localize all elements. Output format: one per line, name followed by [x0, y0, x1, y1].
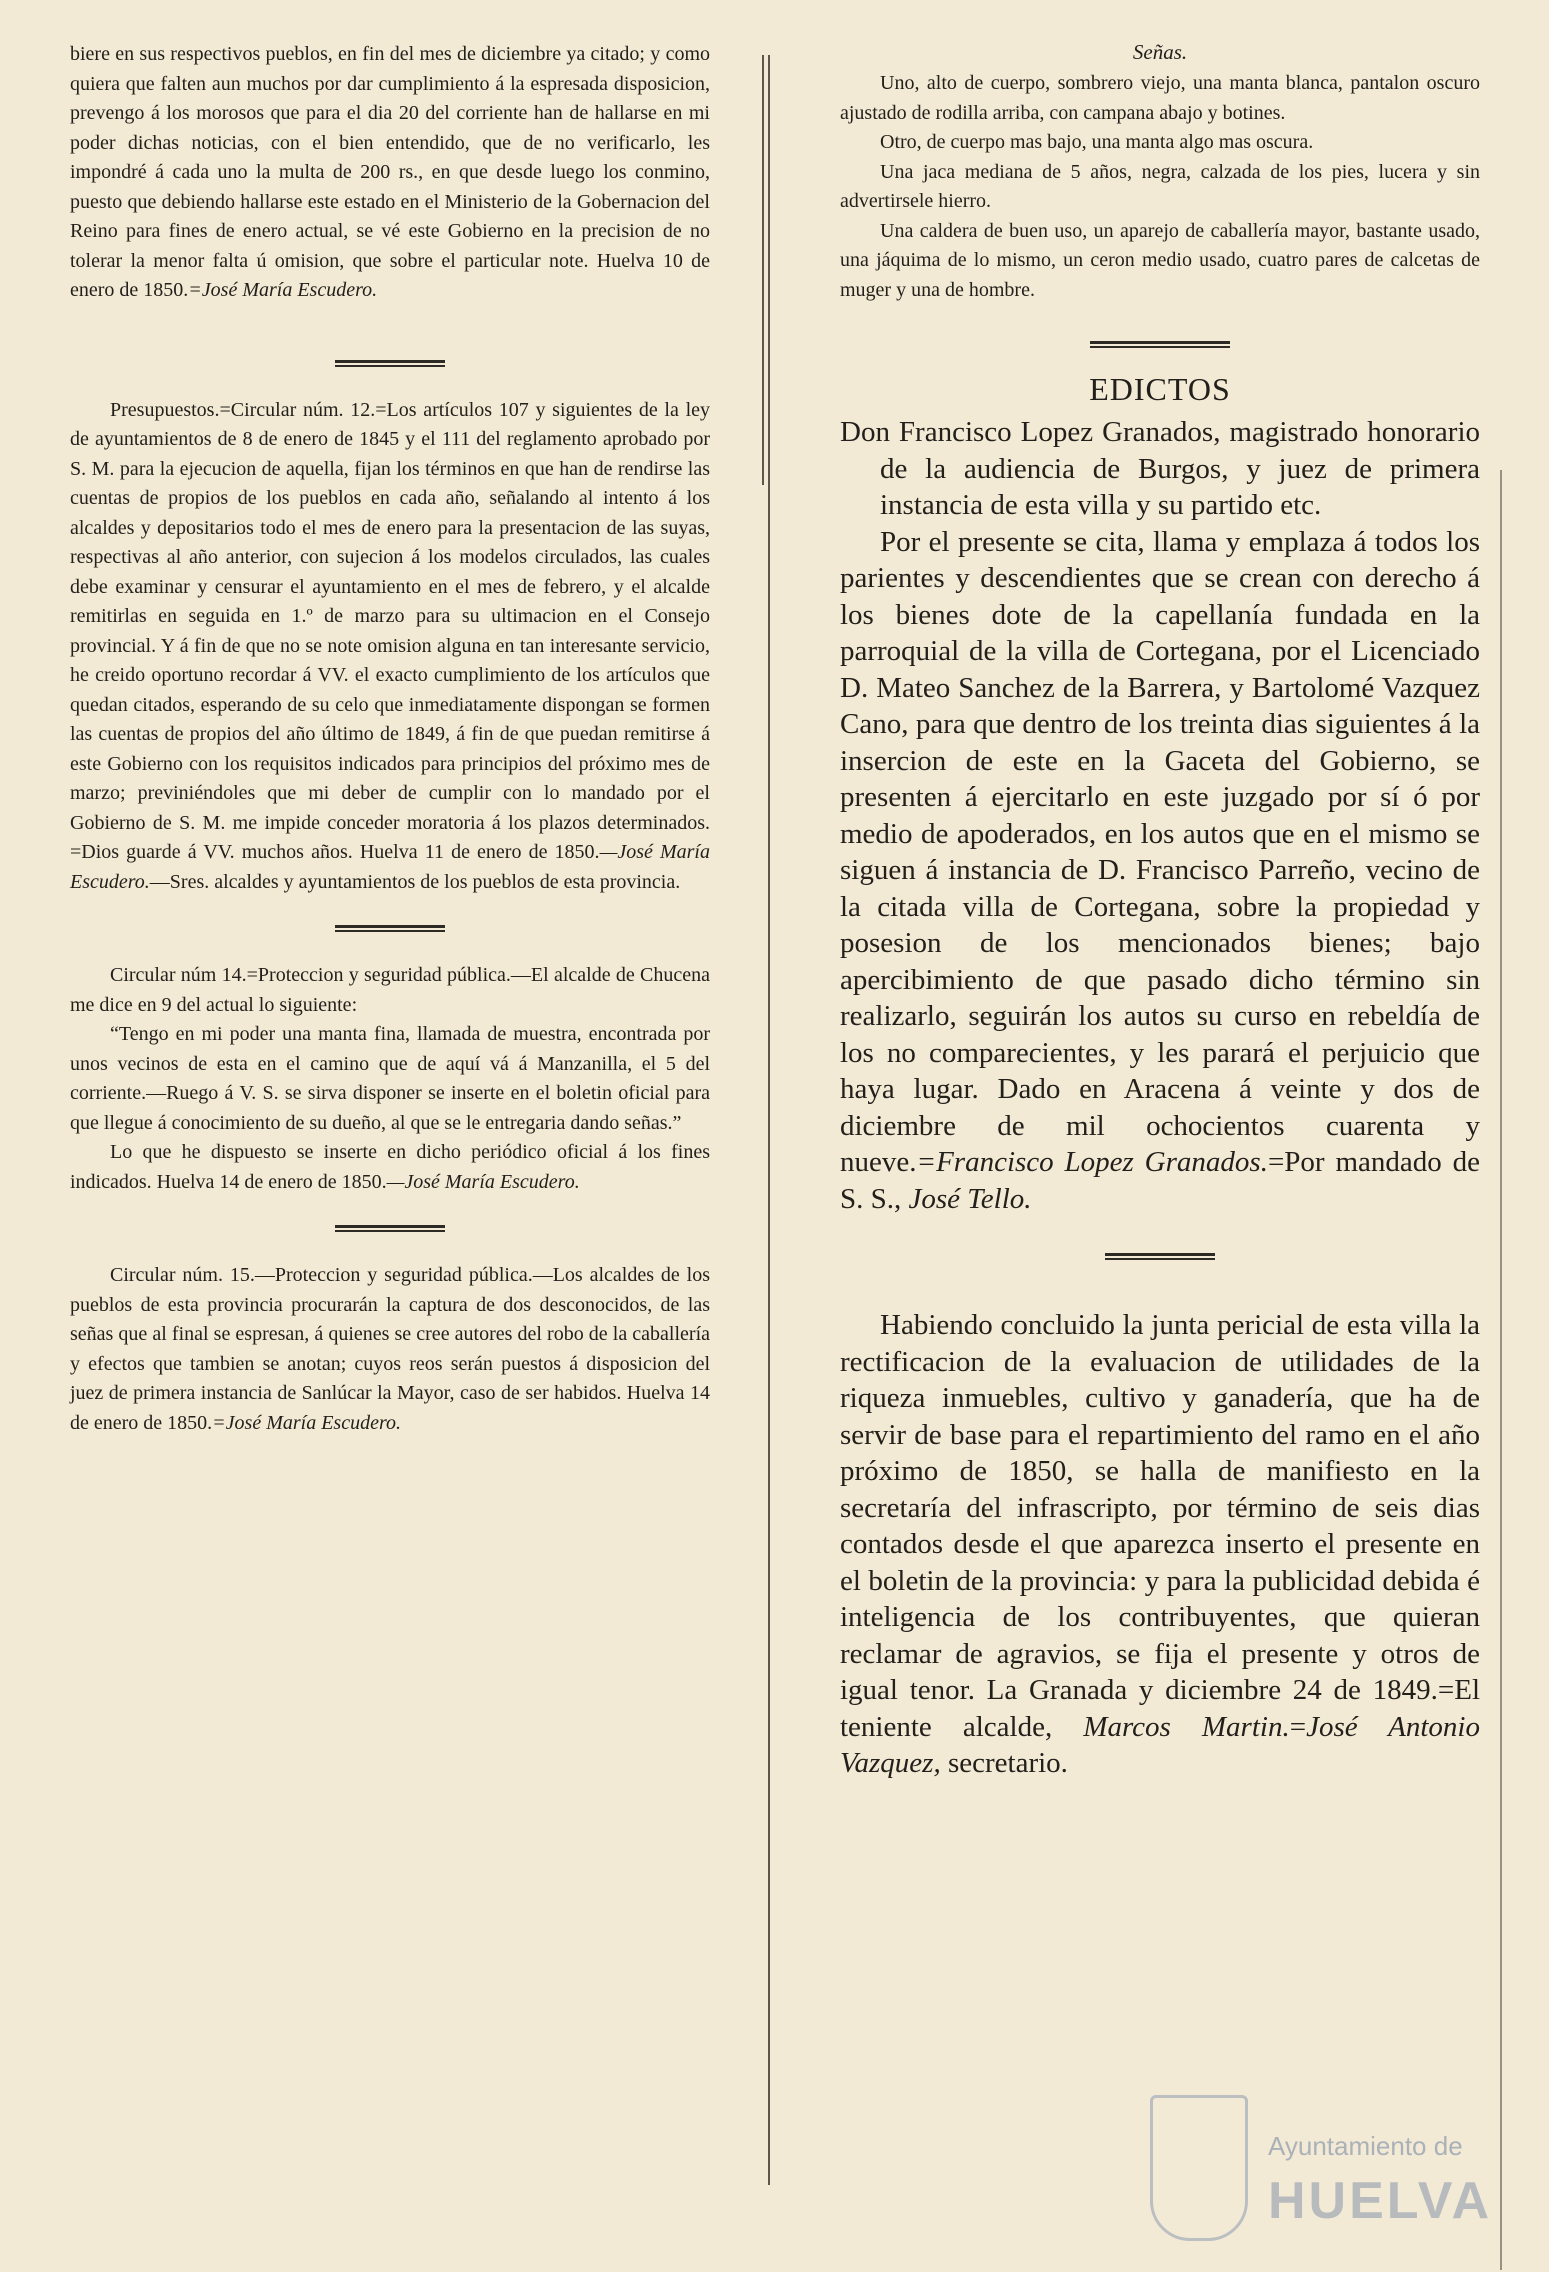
right-column — [840, 40, 1480, 1782]
separator — [335, 358, 445, 370]
senas-heading: Señas. — [1132, 40, 1188, 64]
edict-tail: secretario. — [940, 1747, 1068, 1779]
edict-text: Habiendo concluido la junta pericial de esta villa la rectificacion de la evaluacion de utilidades de la riqueza inmuebles, cultivo y ganadería, que ha de servir de base para el repartimiento del ramo en el año próximo de 1850, se halla de manifiesto en la secretaría del infrascripto, por término de seis dias contados desde el que aparezca inserto el presente en el boletin de la provincia: y para la publicidad debida é inteligencia de los contribuyentes, que quieran reclamar de agravios, se fija el presente y otros de igual tenor. La Granada y diciembre 24 de 1849.=El teniente alcalde, — [840, 1309, 1480, 1743]
article-text: Circular núm. 15.—Proteccion y seguridad pública.—Los alcaldes de los pueblos de esta provincia procurarán la captura de dos desconocidos, de las señas que al final se espresan, á quienes se cree autores del robo de la caballería y efectos que tambien se anotan; cuyos reos serán puestos á disposicion del juez de primera instancia de Sanlúcar la Mayor, caso de ser habidos. Huelva 14 de enero de 1850. — [70, 1264, 710, 1434]
senas-item: Una caldera de buen uso, un aparejo de caballería mayor, bastante usado, una jáquima de lo mismo, un ceron medio usado, cuatro pares de calcetas de muger y una de hombre. — [840, 219, 1480, 301]
article-census-continuation — [70, 40, 710, 306]
signature: Marcos Martin. — [1083, 1710, 1290, 1743]
signature: —José María Escudero. — [70, 841, 710, 893]
signature: José Tello. — [908, 1182, 1032, 1215]
separator — [1090, 339, 1230, 351]
edict-lopez-granados — [840, 414, 1480, 1217]
separator — [335, 1223, 445, 1235]
article-tail: —Sres. alcaldes y ayuntamientos de los pueblos de esta provincia. — [149, 870, 681, 893]
edict-header: Don Francisco Lopez Granados, magistrado honorario de la audiencia de Burgos, y juez de primera instancia de esta villa y su partido etc. — [840, 416, 1480, 521]
edict-junta-pericial — [840, 1307, 1480, 1782]
senas-item: Otro, de cuerpo mas bajo, una manta algo mas oscura. — [880, 131, 1314, 153]
archive-watermark — [1150, 2095, 1530, 2255]
coat-of-arms-icon — [1150, 2095, 1248, 2241]
signature: =José María Escudero. — [212, 1411, 401, 1434]
signature: —José María Escudero. — [386, 1170, 580, 1193]
column-rule — [768, 55, 770, 2185]
signature: =Francisco Lopez Granados. — [916, 1146, 1268, 1178]
separator — [1105, 1251, 1215, 1263]
edict-text: Por el presente se cita, llama y emplaza á todos los parientes y descendientes que se crean con derecho á los bienes dote de la capellanía fundada en la parroquial de la villa de Cortegana, por el Licenciado D. Mateo Sanchez de la Barrera, y Bartolomé Vazquez Cano, para que dentro de los treinta dias siguientes á la insercion de este en la Gaceta del Gobierno, se presenten á ejercitarlo en este juzgado por sí ó por medio de apoderados, en los autos que en el mismo se siguen á instancia de D. Francisco Parreño, vecino de la citada villa de Cortegana, sobre la propiedad y posesion de los mencionados bienes; bajo apercibimiento de que pasado dicho término sin realizarlo, seguirán los autos su curso en rebeldía de los no comparecientes, y les parará el perjuicio que haya lugar. Dado en Aracena á veinte y dos de diciembre de mil ochocientos cuarenta y nueve. — [840, 525, 1480, 1178]
article-presupuestos — [70, 396, 710, 898]
article-quote: “Tengo en mi poder una manta fina, llamada de muestra, encontrada por unos vecinos de esta en el camino que de aquí vá á Manzanilla, el 5 del corriente.—Ruego á V. S. se sirva disponer se inserte en el boletin oficial para que llegue á conocimiento de su dueño, al que se le entregaria dando señas.” — [70, 1023, 710, 1134]
article-text: biere en sus respectivos pueblos, en fin del mes de diciembre ya citado; y como quiera que falten aun muchos por dar cumplimiento á la espresada disposicion, prevengo á los morosos que para el dia 20 del corriente han de hallarse en mi poder dichas noticias, con el bien entendido, que de no verificarlo, les impondré á cada uno la multa de 200 rs., en que desde luego los conmino, puesto que debiendo hallarse este estado en el Ministerio de la Gobernacion del Reino para fines de enero actual, se vé este Gobierno en la precision de no tolerar la menor falta ú omision, que sobre el particular note. Huelva 10 de enero de 1850. — [70, 43, 710, 301]
left-column — [70, 40, 710, 1438]
article-text: Lo que he dispuesto se inserte en dicho periódico oficial á los fines indicados. Huelva 14 de enero de 1850. — [70, 1141, 710, 1193]
edict-text: = — [1289, 1710, 1307, 1743]
right-margin-rule — [1500, 470, 1502, 2270]
article-text: Presupuestos.=Circular núm. 12.=Los artículos 107 y siguientes de la ley de ayuntamientos de 8 de enero de 1845 y el 111 del reglamento aprobado por S. M. para la ejecucion de aquella, fijan los términos en que han de rendirse las cuentas de propios de los pueblos en cada año, señalando al intento á los alcaldes y depositarios todo el mes de enero para la presentacion de las suyas, respectivas al año anterior, con sujecion á los modelos circulados, las cuales debe examinar y censurar el ayuntamiento en el mes de febrero, y el alcalde remitirlas en seguida en 1.º de marzo para su ultimacion en el Consejo provincial. Y á fin de que no se note omision alguna en tan interesante servicio, he creido oportuno recordar á VV. el exacto cumplimiento de los artículos que quedan citados, esperando de su celo que inmediatamente dispongan se formen las cuentas de propios del año último de 1849, á fin de que puedan remitirse á este Gobierno con los requisitos indicados para principios del próximo mes de marzo; previniéndoles que mi deber de cumplir con lo mandado por el Gobierno de S. M. me impide conceder moratoria á los plazos determinados. =Dios guarde á VV. muchos años. Huelva 11 de enero de 1850. — [70, 398, 710, 863]
watermark-line2: HUELVA — [1268, 2172, 1493, 2230]
edict-tail: =Por mandado de S. S., — [840, 1146, 1480, 1215]
article-circular-14 — [70, 961, 710, 1197]
article-text: Circular núm 14.=Proteccion y seguridad pública.—El alcalde de Chucena me dice en 9 del actual lo siguiente: — [70, 964, 710, 1016]
article-circular-15 — [70, 1261, 710, 1438]
edictos-heading: EDICTOS — [1089, 371, 1231, 407]
senas-item: Uno, alto de cuerpo, sombrero viejo, una manta blanca, pantalon oscuro ajustado de rodilla arriba, con campana abajo y botines. — [840, 72, 1480, 124]
senas-item: Una jaca mediana de 5 años, negra, calzada de los pies, lucera y sin advertirsele hierro. — [840, 160, 1480, 212]
senas-list — [840, 69, 1480, 305]
signature: José Antonio Vazquez, — [840, 1710, 1480, 1779]
separator — [335, 923, 445, 935]
signature: =José María Escudero. — [188, 279, 378, 301]
watermark-line1: Ayuntamiento de — [1268, 2131, 1463, 2161]
column-rule-top — [762, 55, 764, 485]
